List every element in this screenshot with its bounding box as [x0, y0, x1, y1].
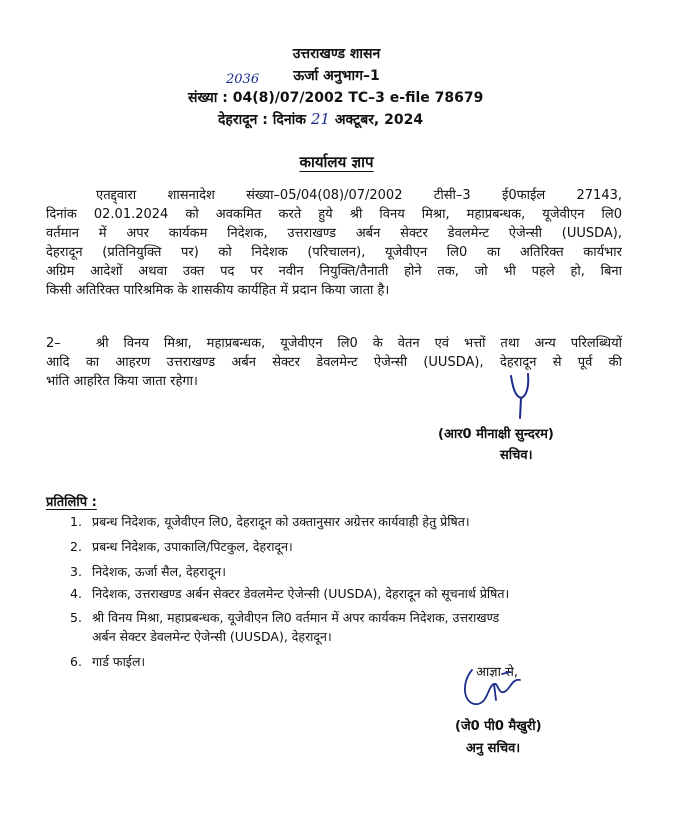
- list-item-number: 3.: [70, 564, 82, 579]
- list-item-number: 4.: [70, 586, 82, 601]
- paragraph-1-line: देहरादून (प्रतिनियुक्ति पर) को निदेशक (परिचालन), यूजेवीएन लि0 का अतिरिक्त कार्यभार: [46, 245, 622, 260]
- signatory-2-name: (जे0 पी0 मैखुरी): [455, 719, 542, 734]
- reference-label: संख्या :: [188, 90, 228, 106]
- list-item-text: निदेशक, ऊर्जा सैल, देहरादून।: [92, 564, 226, 579]
- reference-handwritten: 2036: [226, 72, 260, 87]
- copy-heading: प्रतिलिपि :: [46, 495, 97, 510]
- list-item-number: 6.: [70, 654, 82, 669]
- list-item-text: श्री विनय मिश्रा, महाप्रबन्धक, यूजेवीएन लि0 वर्तमान में अपर कार्यकम निदेशक, उत्तराखण्ड: [92, 610, 500, 625]
- reference-value: 04(8)/07/2002 TC–3 e-file 78679: [232, 90, 484, 106]
- place-date: [218, 110, 423, 129]
- list-item-number: 1.: [70, 514, 82, 529]
- signatory-2-designation: अनु सचिव।: [466, 741, 521, 756]
- list-item-text: निदेशक, उत्तराखण्ड अर्बन सेक्टर डेवलमेन्ट ऐजेन्सी (UUSDA), देहरादून को सूचनार्थ प्रेषित।: [92, 586, 510, 601]
- list-item-text: प्रबन्ध निदेशक, उपाकालि/पिटकुल, देहरादून।: [92, 539, 293, 554]
- signatory-1-designation: सचिव।: [500, 448, 533, 463]
- by-order-text: आज्ञा से,: [476, 665, 519, 680]
- signature-mark: [505, 370, 535, 422]
- signature-mark-2: [458, 660, 528, 718]
- paragraph-1: [46, 186, 622, 300]
- signatory-1-name: (आर0 मीनाक्षी सुन्दरम): [438, 427, 554, 442]
- issuer-org: उत्तराखण्ड शासन: [292, 46, 381, 62]
- paragraph-2-line: भांति आहरित किया जाता रहेगा।: [46, 374, 198, 389]
- paragraph-1-line: किसी अतिरिक्त पारिश्रमिक के शासकीय कार्यहित में प्रदान किया जाता है।: [46, 283, 390, 298]
- place-date-prefix: देहरादून : दिनांक: [218, 112, 306, 128]
- list-item-text: अर्बन सेक्टर डेवलमेन्ट ऐजेन्सी (UUSDA), देहरादून।: [92, 629, 332, 644]
- paragraph-1-line: वर्तमान में अपर कार्यकम निदेशक, उत्तराखण्ड अर्बन सेक्टर डेवलमेन्ट ऐजेन्सी (UUSDA),: [46, 226, 622, 241]
- date-handwritten: 21: [310, 110, 330, 128]
- paragraph-1-line: अग्रिम आदेशों अथवा उक्त पद पर नवीन नियुक्ति/तैनाती होने तक, जो भी पहले हो, बिना: [46, 264, 622, 279]
- paragraph-1-line: एतद्द्वारा शासनादेश संख्या–05/04(08)/07/2002 टीसी–3 ई0फाईल 27143,: [96, 188, 622, 203]
- list-item-number: 5.: [70, 610, 82, 625]
- paragraph-2: [46, 334, 622, 391]
- list-item-text: गार्ड फाईल।: [92, 654, 146, 669]
- document-title: कार्यालय ज्ञाप: [299, 153, 374, 171]
- list-item-number: 2.: [70, 539, 82, 554]
- issuer-section: ऊर्जा अनुभाग–1: [293, 68, 380, 84]
- place-date-suffix: अक्टूबर, 2024: [334, 112, 424, 128]
- list-item-text: प्रबन्ध निदेशक, यूजेवीएन लि0, देहरादून को उक्तानुसार अग्रेत्तर कार्यवाही हेतु प्रेषित।: [92, 514, 470, 529]
- paragraph-2-line: श्री विनय मिश्रा, महाप्रबन्धक, यूजेवीएन लि0 के वेतन एवं भत्तों तथा अन्य परिलब्धियों: [96, 336, 622, 351]
- paragraph-2-line: आदि का आहरण उत्तराखण्ड अर्बन सेक्टर डेवलमेन्ट ऐजेन्सी (UUSDA), देहरादून से पूर्व की: [46, 355, 622, 370]
- paragraph-2-number: 2–: [46, 336, 61, 351]
- paragraph-1-line: दिनांक 02.01.2024 को अवकमित करते हुये श्री विनय मिश्रा, महाप्रबन्धक, यूजेवीएन लि0: [46, 207, 622, 222]
